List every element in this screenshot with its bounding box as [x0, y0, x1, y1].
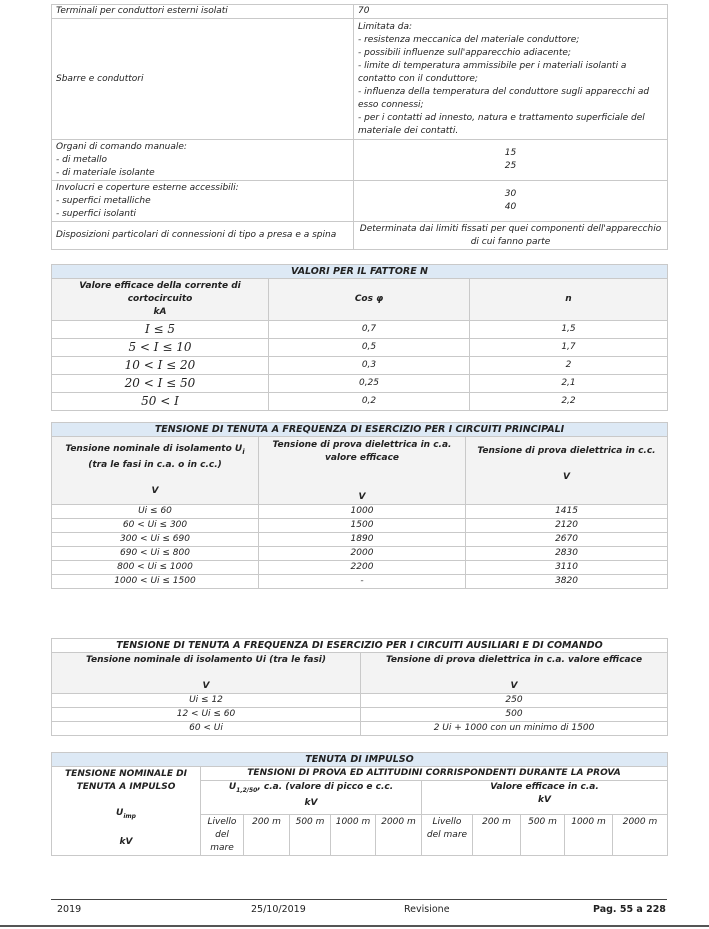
- cos-phi: 0,2: [269, 393, 470, 411]
- altitude-header: 200 m: [244, 815, 290, 856]
- row-label: Disposizioni particolari di connessioni di tipo a presa e a spina: [52, 222, 354, 250]
- n-value: 1,5: [470, 321, 668, 339]
- test-value: 500: [361, 708, 668, 722]
- current-range: 50 < I: [52, 393, 269, 411]
- voltage-range: 1000 < Ui ≤ 1500: [52, 575, 259, 589]
- header-text: Tensione di prova dielettrica in c.a. valore efficace: [272, 440, 452, 463]
- table-row: [52, 708, 668, 722]
- altitude-header: Livello del mare: [201, 815, 244, 856]
- table-title: TENSIONE DI TENUTA A FREQUENZA DI ESERCIZIO PER I CIRCUITI PRINCIPALI: [52, 423, 668, 437]
- column-header: [52, 653, 361, 694]
- column-header: Valore efficace della corrente di cortocircuito kA: [52, 279, 269, 321]
- column-header: [52, 437, 259, 505]
- uimp-symbol: $U_{imp}$: [116, 808, 136, 820]
- subgroup-header: Valore efficace in c.a. kV: [422, 781, 668, 815]
- voltage-range: 12 < Ui ≤ 60: [52, 708, 361, 722]
- n-value: 2,1: [470, 375, 668, 393]
- cos-phi: 0,7: [269, 321, 470, 339]
- limits-table: [51, 4, 668, 250]
- table-row: [52, 533, 668, 547]
- current-range: 20 < I ≤ 50: [52, 375, 269, 393]
- altitude-header: 500 m: [290, 815, 331, 856]
- impulse-table: [51, 752, 668, 856]
- n-value: 1,7: [470, 339, 668, 357]
- footer-rule: [51, 899, 667, 900]
- page-bottom-border: [0, 925, 709, 927]
- unit-label: V: [202, 681, 210, 691]
- test-value: 250: [361, 694, 668, 708]
- altitude-header: 2000 m: [613, 815, 668, 856]
- table-row: [52, 561, 668, 575]
- ac-value: 1890: [259, 533, 466, 547]
- table-row: [52, 694, 668, 708]
- main-circuits-table: [51, 422, 668, 589]
- footer-date: 25/10/2019: [251, 904, 306, 915]
- header-text: TENSIONE NOMINALE DI TENUTA A IMPULSO: [65, 769, 187, 792]
- table-row: [52, 357, 668, 375]
- voltage-range: 60 < Ui ≤ 300: [52, 519, 259, 533]
- unit-label: kV: [304, 797, 318, 808]
- cos-phi: 0,3: [269, 357, 470, 375]
- ac-value: 1000: [259, 505, 466, 519]
- table-row: [52, 547, 668, 561]
- table-row: [52, 375, 668, 393]
- table-row: [52, 181, 668, 222]
- row-value: Determinata dai limiti fissati per quei componenti dell'apparecchio di cui fanno parte: [354, 222, 668, 250]
- footer-year: 2019: [57, 904, 82, 915]
- column-header: [259, 437, 466, 505]
- dc-value: 3820: [466, 575, 668, 589]
- unit-label: kV: [119, 836, 133, 847]
- column-header: [361, 653, 668, 694]
- header-subscript: i: [242, 447, 245, 456]
- table-row: [52, 321, 668, 339]
- current-range: I ≤ 5: [52, 321, 269, 339]
- altitude-header: 2000 m: [376, 815, 422, 856]
- column-header: [466, 437, 668, 505]
- table-row: [52, 575, 668, 589]
- dc-value: 3110: [466, 561, 668, 575]
- voltage-range: 300 < Ui ≤ 690: [52, 533, 259, 547]
- header-text: (tra le fasi in c.a. o in c.c.): [88, 459, 222, 470]
- altitude-header: Livello del mare: [422, 815, 473, 856]
- subgroup-header: [201, 781, 422, 815]
- row-label: Terminali per conduttori esterni isolati: [52, 5, 354, 19]
- current-range: 5 < I ≤ 10: [52, 339, 269, 357]
- table-title: TENSIONE DI TENUTA A FREQUENZA DI ESERCIZIO PER I CIRCUITI AUSILIARI E DI COMANDO: [52, 639, 668, 653]
- row-value: 70: [354, 5, 668, 19]
- ac-value: 2000: [259, 547, 466, 561]
- voltage-range: 60 < Ui: [52, 722, 361, 736]
- row-value: Limitata da: - resistenza meccanica del materiale conduttore; - possibili influenze sull'apparecchio adiacente; - limite di temperatura ammissibile per i materiali isolanti a contatto con il conduttore; - influenza della temperatura del conduttore sugli apparecchi ad esso connessi; - per i contatti ad innesto, natura e trattamento superficiale del materiale dei contatti.: [354, 19, 668, 140]
- cos-phi: 0,5: [269, 339, 470, 357]
- dc-value: 2670: [466, 533, 668, 547]
- row-label: Sbarre e conduttori: [52, 19, 354, 140]
- altitude-header: 200 m: [473, 815, 521, 856]
- voltage-range: 800 < Ui ≤ 1000: [52, 561, 259, 575]
- n-value: 2,2: [470, 393, 668, 411]
- column-header: [52, 767, 201, 856]
- unit-label: V: [358, 492, 366, 502]
- header-text: Tensione nominale di isolamento Ui (tra le fasi): [85, 655, 327, 665]
- group-header: TENSIONI DI PROVA ED ALTITUDINI CORRISPONDENTI DURANTE LA PROVA: [201, 767, 668, 781]
- table-title: TENUTA DI IMPULSO: [52, 753, 668, 767]
- header-text: c.a. (valore di picco e c.c.: [263, 782, 394, 792]
- column-header: n: [470, 279, 668, 321]
- table-row: [52, 222, 668, 250]
- page-number: Pag. 55 a 228: [593, 904, 666, 915]
- row-label: Organi di comando manuale: - di metallo - di materiale isolante: [52, 140, 354, 181]
- aux-circuits-table: [51, 638, 668, 736]
- dc-value: 1415: [466, 505, 668, 519]
- table-row: [52, 19, 668, 140]
- header-text: Tensione nominale di isolamento U: [65, 444, 243, 454]
- current-range: 10 < I ≤ 20: [52, 357, 269, 375]
- voltage-range: Ui ≤ 12: [52, 694, 361, 708]
- u-symbol: $U_{1,2/50}$,: [228, 782, 261, 794]
- row-label: Involucri e coperture esterne accessibili: - superfici metalliche - superfici isolanti: [52, 181, 354, 222]
- dc-value: 2120: [466, 519, 668, 533]
- ac-value: 1500: [259, 519, 466, 533]
- altitude-header: 1000 m: [331, 815, 376, 856]
- ac-value: 2200: [259, 561, 466, 575]
- dc-value: 2830: [466, 547, 668, 561]
- voltage-range: 690 < Ui ≤ 800: [52, 547, 259, 561]
- unit-label: V: [510, 681, 518, 691]
- table-row: [52, 519, 668, 533]
- table-row: [52, 393, 668, 411]
- row-value: 15 25: [354, 140, 668, 181]
- footer-revision: Revisione: [404, 904, 450, 915]
- table-title: VALORI PER IL FATTORE N: [52, 265, 668, 279]
- table-row: [52, 339, 668, 357]
- cos-phi: 0,25: [269, 375, 470, 393]
- header-text: Tensione di prova dielettrica in c.a. valore efficace: [385, 655, 643, 665]
- voltage-range: Ui ≤ 60: [52, 505, 259, 519]
- header-text: Tensione di prova dielettrica in c.c.: [477, 446, 656, 456]
- unit-label: V: [563, 472, 570, 482]
- altitude-header: 1000 m: [565, 815, 613, 856]
- ac-value: -: [259, 575, 466, 589]
- column-header: Cos φ: [269, 279, 470, 321]
- altitude-header: 500 m: [521, 815, 565, 856]
- table-row: [52, 505, 668, 519]
- table-row: [52, 140, 668, 181]
- factor-n-table: [51, 264, 668, 411]
- test-value: 2 Ui + 1000 con un minimo di 1500: [361, 722, 668, 736]
- n-value: 2: [470, 357, 668, 375]
- row-value: 30 40: [354, 181, 668, 222]
- table-row: [52, 5, 668, 19]
- table-row: [52, 722, 668, 736]
- unit-label: V: [151, 485, 159, 496]
